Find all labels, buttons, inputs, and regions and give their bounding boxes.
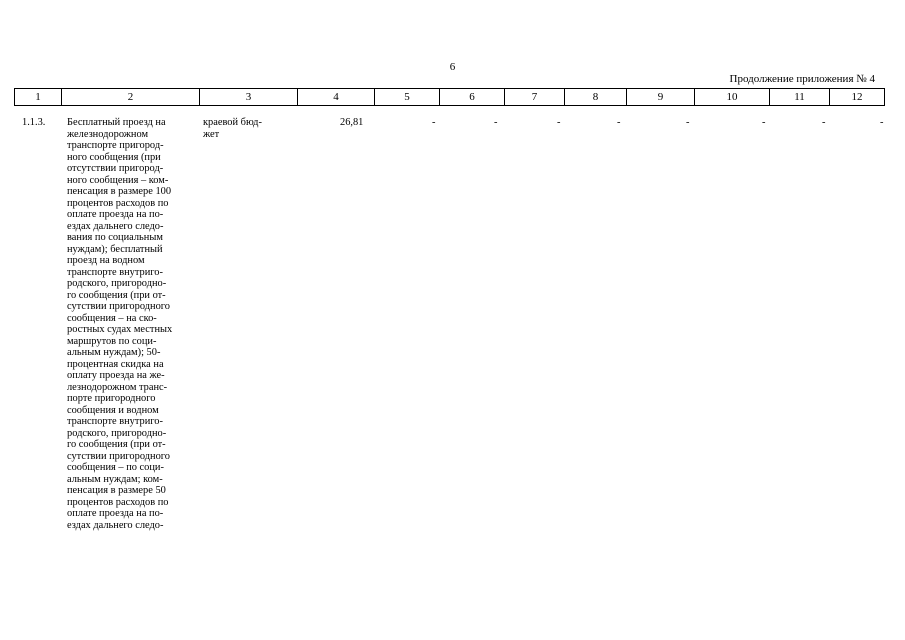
description-line: транспорте внутриго-: [67, 266, 163, 278]
description-line: вания по социальным: [67, 232, 163, 243]
row-description: [67, 117, 202, 531]
description-line: пенсация в размере 50: [67, 485, 166, 496]
description-line: пенсация в размере 100: [67, 186, 172, 197]
column-number-header: [14, 88, 885, 106]
description-line: оплату проезда на же-: [67, 370, 165, 381]
description-line: оплате проезда на по-: [67, 508, 164, 519]
header-col-1: 1: [15, 89, 62, 106]
description-line: лезнодорожном транс-: [67, 381, 168, 393]
description-line: отсутствии пригород-: [67, 163, 164, 174]
description-line: процентов расходов по: [67, 496, 169, 508]
header-col-8: 8: [565, 89, 627, 106]
description-line: сутствии пригородного: [67, 301, 170, 312]
description-line: проезд на водном: [67, 255, 145, 266]
dash-value: -: [432, 117, 436, 128]
dash-value: -: [557, 117, 561, 128]
source-line: жет: [203, 128, 220, 140]
header-col-3: 3: [200, 89, 298, 106]
dash-value: -: [880, 117, 884, 128]
row-funding-source: [203, 117, 283, 140]
header-col-7: 7: [505, 89, 565, 106]
header-col-9: 9: [627, 89, 695, 106]
header-col-10: 10: [695, 89, 770, 106]
description-line: сообщения и водном: [67, 404, 159, 416]
description-line: транспорте внутриго-: [67, 416, 163, 427]
dash-value: -: [822, 117, 826, 128]
description-line: нуждам); бесплатный: [67, 243, 163, 255]
description-line: сутствии пригородного: [67, 450, 170, 462]
description-line: транспорте пригород-: [67, 140, 164, 151]
dash-value: -: [617, 117, 621, 128]
description-line: Бесплатный проезд на: [67, 117, 166, 128]
description-line: порте пригородного: [67, 393, 156, 404]
dash-value: -: [686, 117, 690, 128]
description-line: оплате проезда на по-: [67, 209, 164, 220]
description-line: го сообщения (при от-: [67, 289, 166, 301]
dash-value: -: [494, 117, 498, 128]
continuation-label: Продолжение приложения № 4: [729, 73, 875, 85]
description-line: го сообщения (при от-: [67, 439, 166, 450]
description-line: родского, пригородно-: [67, 427, 167, 439]
description-line: родского, пригородно-: [67, 278, 167, 289]
description-line: процентная скидка на: [67, 358, 164, 370]
description-line: альным нуждам; ком-: [67, 473, 163, 485]
description-line: сообщения – на ско-: [67, 312, 157, 324]
description-line: маршрутов по соци-: [67, 335, 157, 347]
description-line: ездах дальнего следо-: [67, 519, 164, 531]
description-line: ездах дальнего следо-: [67, 220, 164, 232]
source-line: краевой бюд-: [203, 117, 262, 128]
description-line: железнодорожном: [67, 128, 149, 140]
description-line: ного сообщения – ком-: [67, 174, 169, 186]
dash-value: -: [762, 117, 766, 128]
header-col-6: 6: [440, 89, 505, 106]
page-number: 6: [449, 61, 456, 73]
header-col-2: 2: [62, 89, 200, 106]
description-line: процентов расходов по: [67, 197, 169, 209]
header-col-12: 12: [830, 89, 885, 106]
header-col-11: 11: [770, 89, 830, 106]
description-line: ростных судах местных: [67, 324, 173, 335]
description-line: ного сообщения (при: [67, 151, 161, 163]
header-col-4: 4: [298, 89, 375, 106]
description-line: сообщения – по соци-: [67, 462, 164, 473]
row-code: 1.1.3.: [22, 117, 46, 128]
description-line: альным нуждам); 50-: [67, 347, 161, 358]
header-col-5: 5: [375, 89, 440, 106]
row-col4-value: 26,81: [340, 117, 364, 128]
